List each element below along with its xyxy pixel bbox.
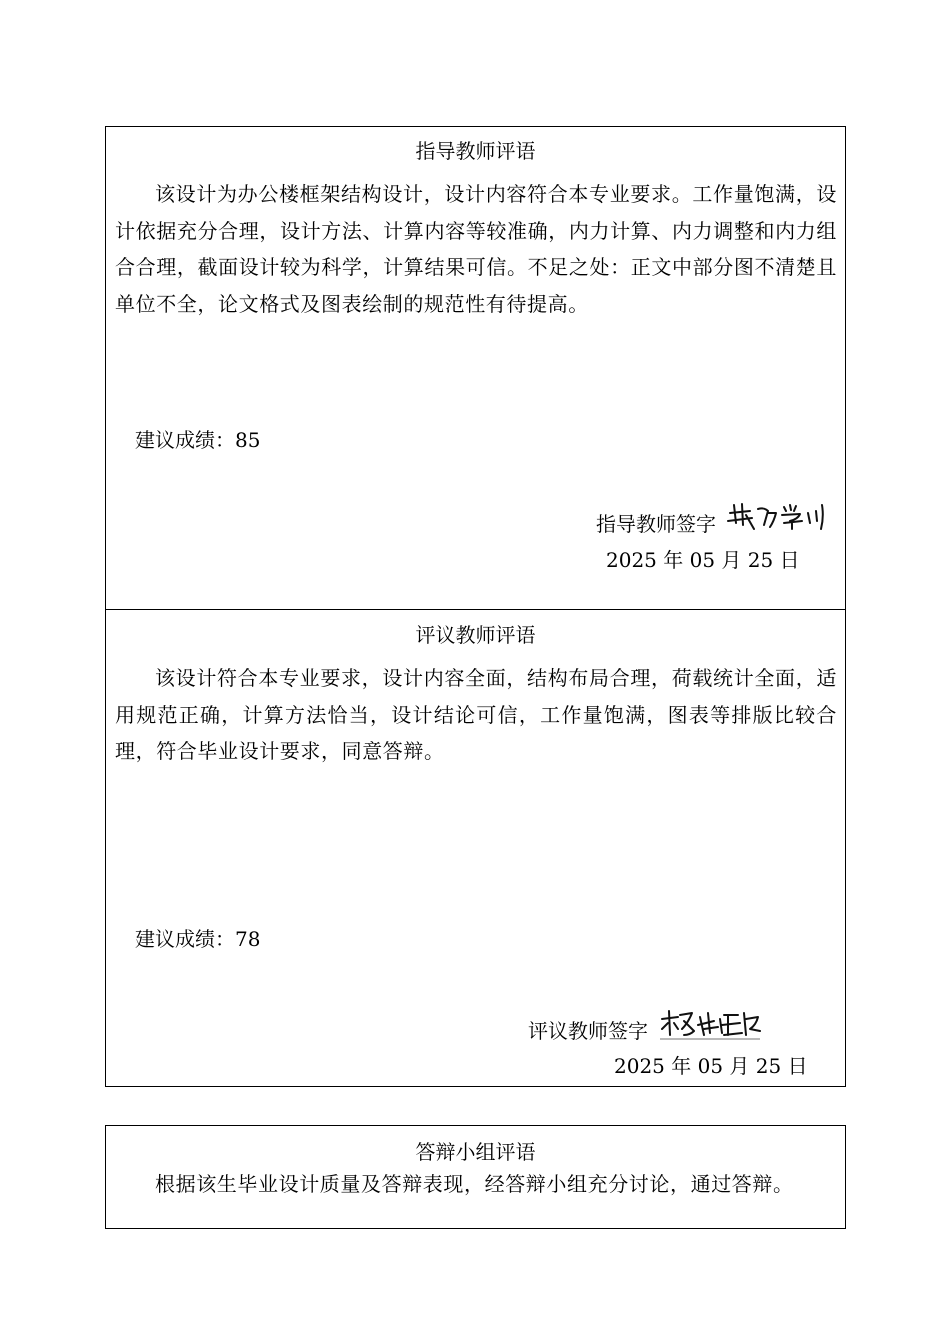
- reviewer-handwritten-signature: [658, 1007, 762, 1041]
- advisor-comment-section: [105, 126, 846, 610]
- reviewer-section-title: 评议教师评语: [415, 623, 536, 647]
- advisor-suggested-grade: 建议成绩：85: [135, 428, 261, 452]
- reviewer-comment-section: [105, 609, 846, 1087]
- advisor-handwritten-signature: [724, 499, 830, 533]
- advisor-comment-text: 该设计为办公楼框架结构设计，设计内容符合本专业要求。工作量饱满，设计依据充分合理，设计方法、计算内容等较准确，内力计算、内力调整和内力组合合理，截面设计较为科学，计算结果可信。不足之处：正文中部分图不清楚且单位不全，论文格式及图表绘制的规范性有待提高。: [115, 182, 837, 316]
- reviewer-comment-text: 该设计符合本专业要求，设计内容全面，结构布局合理，荷载统计全面，适用规范正确，计算方法恰当，设计结论可信，工作量饱满，图表等排版比较合理，符合毕业设计要求，同意答辩。: [115, 666, 837, 763]
- reviewer-date: 2025 年 05 月 25 日: [614, 1054, 808, 1078]
- reviewer-suggested-grade: 建议成绩：78: [135, 927, 261, 951]
- advisor-section-title: 指导教师评语: [415, 139, 536, 163]
- defense-comment-text: 根据该生毕业设计质量及答辩表现，经答辩小组充分讨论，通过答辩。: [155, 1172, 794, 1196]
- advisor-signature-label: 指导教师签字: [596, 512, 716, 536]
- defense-committee-section: [105, 1125, 846, 1229]
- reviewer-signature-label: 评议教师签字: [528, 1019, 648, 1043]
- advisor-date: 2025 年 05 月 25 日: [606, 548, 800, 572]
- defense-section-title: 答辩小组评语: [415, 1140, 536, 1164]
